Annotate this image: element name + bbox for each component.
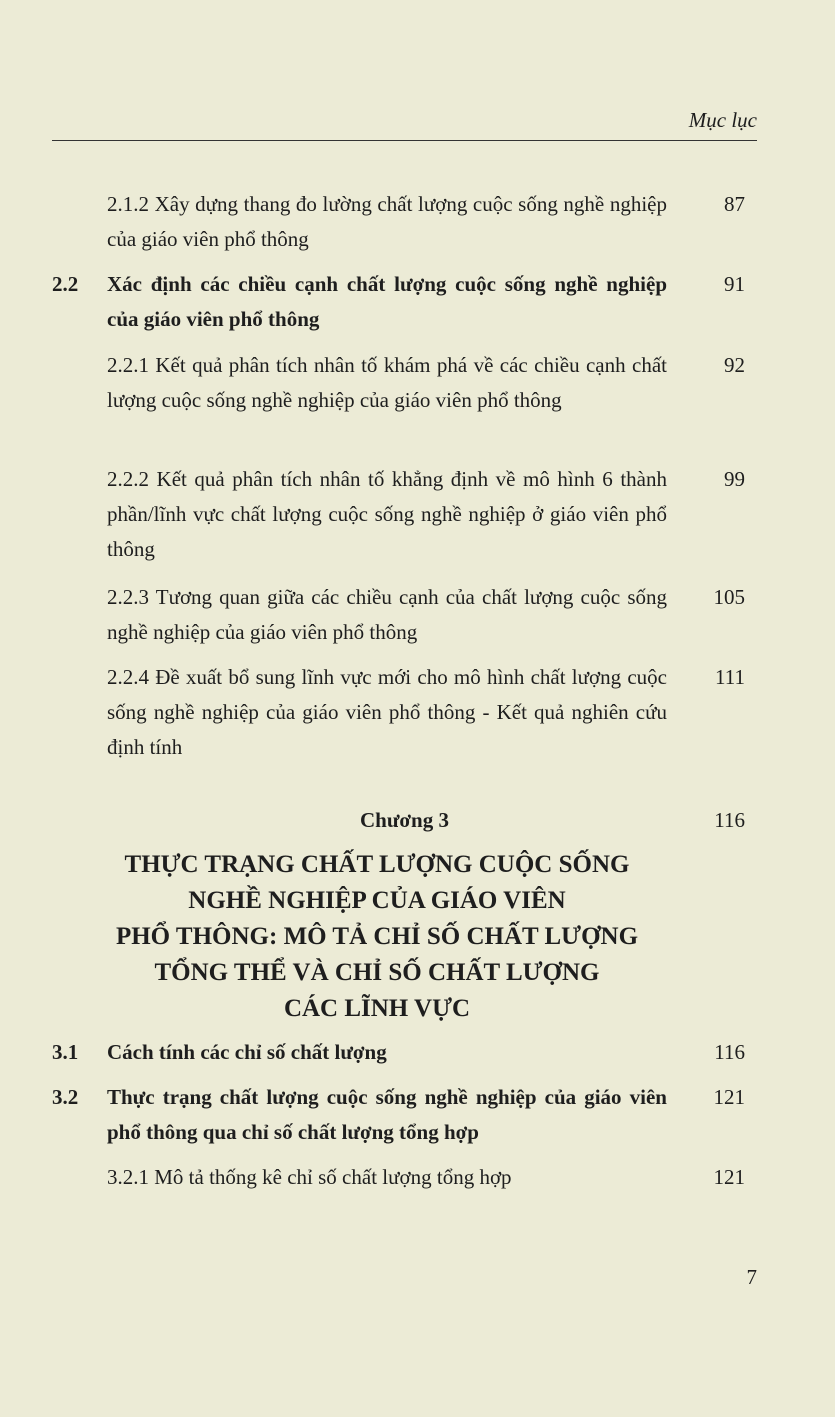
toc-entry-number: 2.2 (52, 272, 79, 296)
page-number: 7 (746, 1265, 757, 1289)
chapter-page: 116 (714, 808, 745, 832)
toc-entry-text: 2.2.2 Kết quả phân tích nhân tố khẳng định về mô hình 6 thành phần/lĩnh vực chất lượng cuộc sống nghề nghiệp ở giáo viên phổ thông (107, 467, 667, 561)
chapter-label: Chương 3 (359, 808, 449, 832)
toc-entry[interactable] (52, 187, 757, 257)
chapter-title-line: NGHỀ NGHIỆP CỦA GIÁO VIÊN (188, 887, 566, 914)
chapter-heading[interactable] (52, 803, 757, 838)
toc-entry[interactable] (52, 1080, 757, 1150)
running-header: Mục lục (688, 108, 757, 132)
header-rule (52, 140, 757, 141)
toc-entry[interactable] (52, 1160, 757, 1195)
toc-entry-page: 121 (713, 1165, 745, 1189)
chapter-title-line: PHỔ THÔNG: MÔ TẢ CHỈ SỐ CHẤT LƯỢNG (115, 923, 639, 950)
toc-entry[interactable] (52, 660, 757, 765)
toc-entry-page: 87 (724, 192, 745, 216)
toc-entry-number: 3.1 (52, 1040, 79, 1064)
toc-entry-page: 121 (713, 1085, 745, 1109)
toc-entry[interactable] (52, 348, 757, 453)
toc-entry-page: 99 (724, 467, 745, 491)
chapter-title-line: TỔNG THỂ VÀ CHỈ SỐ CHẤT LƯỢNG (154, 959, 600, 986)
toc-entry-text: Cách tính các chỉ số chất lượng (107, 1040, 387, 1064)
chapter-title-line: THỰC TRẠNG CHẤT LƯỢNG CUỘC SỐNG (124, 851, 630, 878)
toc-entry-text: 2.1.2 Xây dựng thang đo lường chất lượng cuộc sống nghề nghiệp của giáo viên phổ thông (107, 192, 667, 251)
toc-entry-text: 2.2.1 Kết quả phân tích nhân tố khám phá về các chiều cạnh chất lượng cuộc sống nghề nghiệp của giáo viên phổ thông (107, 353, 667, 412)
toc-entry-page: 105 (713, 585, 745, 609)
chapter-title (52, 847, 702, 1027)
toc-entry-page: 91 (724, 272, 745, 296)
toc-entry-text: Xác định các chiều cạnh chất lượng cuộc sống nghề nghiệp của giáo viên phổ thông (107, 272, 667, 331)
toc-entry-page: 116 (714, 1040, 745, 1064)
toc-entry-page: 111 (715, 665, 745, 689)
toc-entry-text: 2.2.3 Tương quan giữa các chiều cạnh của chất lượng cuộc sống nghề nghiệp của giáo viên phổ thông (107, 585, 667, 644)
toc-entry[interactable] (52, 580, 757, 650)
chapter-title-line: CÁC LĨNH VỰC (283, 995, 471, 1022)
toc-entry[interactable] (52, 267, 757, 337)
toc-entry[interactable] (52, 1035, 757, 1070)
toc-entry[interactable] (52, 462, 757, 567)
toc-entry-text: 3.2.1 Mô tả thống kê chỉ số chất lượng tổng hợp (107, 1165, 512, 1189)
toc-entry-number: 3.2 (52, 1085, 79, 1109)
toc-entry-text: Thực trạng chất lượng cuộc sống nghề nghiệp của giáo viên phổ thông qua chỉ số chất lượng tổng hợp (107, 1085, 667, 1144)
toc-entry-text: 2.2.4 Đề xuất bổ sung lĩnh vực mới cho mô hình chất lượng cuộc sống nghề nghiệp của giáo viên phổ thông - Kết quả nghiên cứu định tính (107, 665, 667, 759)
toc-entry-page: 92 (724, 353, 745, 377)
